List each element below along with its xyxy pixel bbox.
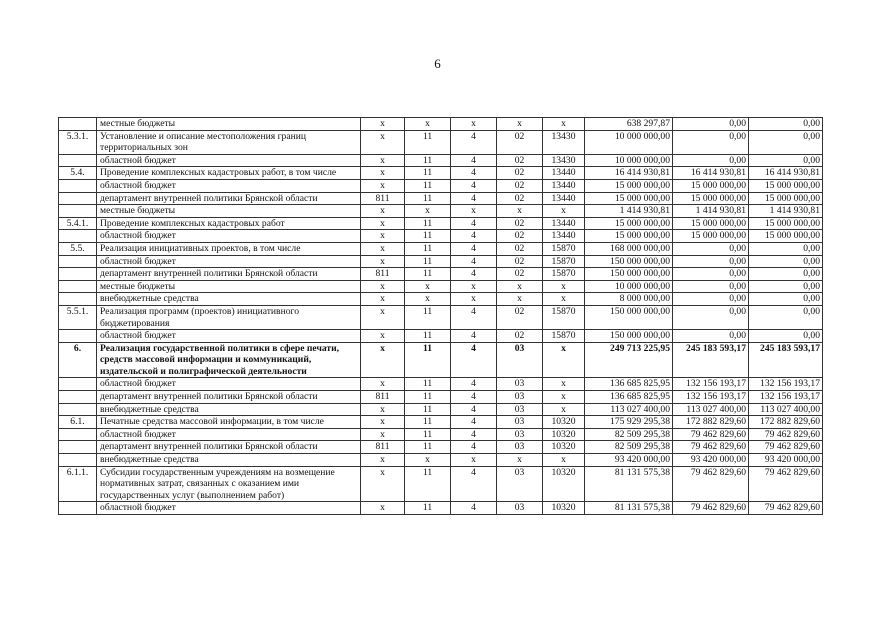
row-number: [59, 391, 97, 404]
program-code: 11: [405, 378, 451, 391]
event-code: х: [497, 118, 543, 131]
event-code: 02: [497, 230, 543, 243]
program-code: 11: [405, 330, 451, 343]
admin-code: х: [361, 416, 405, 429]
row-name: Установление и описание местоположения границ территориальных зон: [97, 130, 361, 154]
row-number: [59, 428, 97, 441]
subprogram-code: 4: [451, 268, 497, 281]
program-code: х: [405, 205, 451, 218]
subprogram-code: 4: [451, 217, 497, 230]
amount-year-2: 0,00: [673, 305, 749, 329]
event-code: 02: [497, 255, 543, 268]
row-number: 5.4.: [59, 167, 97, 180]
subprogram-code: 4: [451, 502, 497, 515]
amount-year-3: 93 420 000,00: [749, 454, 823, 467]
amount-year-3: 132 156 193,17: [749, 378, 823, 391]
row-number: [59, 502, 97, 515]
row-number: 5.5.: [59, 242, 97, 255]
admin-code: х: [361, 167, 405, 180]
row-name: областной бюджет: [97, 255, 361, 268]
row-number: [59, 205, 97, 218]
row-name: областной бюджет: [97, 428, 361, 441]
table-row: [59, 179, 823, 192]
direction-code: 15870: [543, 330, 585, 343]
direction-code: 13440: [543, 179, 585, 192]
amount-year-3: 113 027 400,00: [749, 403, 823, 416]
table-row: [59, 217, 823, 230]
subprogram-code: 4: [451, 441, 497, 454]
program-code: х: [405, 118, 451, 131]
table-row: [59, 130, 823, 154]
admin-code: х: [361, 502, 405, 515]
subprogram-code: 4: [451, 391, 497, 404]
amount-year-3: 0,00: [749, 268, 823, 281]
amount-year-2: 132 156 193,17: [673, 378, 749, 391]
admin-code: х: [361, 280, 405, 293]
table-row: [59, 378, 823, 391]
amount-year-1: 10 000 000,00: [585, 154, 673, 167]
row-name: областной бюджет: [97, 330, 361, 343]
event-code: 02: [497, 167, 543, 180]
program-code: 11: [405, 466, 451, 502]
row-name: внебюджетные средства: [97, 454, 361, 467]
amount-year-2: 0,00: [673, 293, 749, 306]
amount-year-2: 79 462 829,60: [673, 502, 749, 515]
subprogram-code: 4: [451, 154, 497, 167]
program-code: 11: [405, 217, 451, 230]
direction-code: 15870: [543, 255, 585, 268]
direction-code: 10320: [543, 416, 585, 429]
row-number: 5.4.1.: [59, 217, 97, 230]
event-code: 03: [497, 403, 543, 416]
amount-year-3: 0,00: [749, 118, 823, 131]
admin-code: х: [361, 154, 405, 167]
event-code: 02: [497, 268, 543, 281]
program-code: 11: [405, 192, 451, 205]
amount-year-1: 10 000 000,00: [585, 280, 673, 293]
admin-code: 811: [361, 441, 405, 454]
subprogram-code: х: [451, 118, 497, 131]
subprogram-code: х: [451, 293, 497, 306]
direction-code: х: [543, 118, 585, 131]
row-number: 5.3.1.: [59, 130, 97, 154]
admin-code: х: [361, 130, 405, 154]
event-code: 02: [497, 242, 543, 255]
program-code: 11: [405, 130, 451, 154]
direction-code: 13440: [543, 167, 585, 180]
amount-year-2: 79 462 829,60: [673, 441, 749, 454]
admin-code: х: [361, 205, 405, 218]
amount-year-2: 113 027 400,00: [673, 403, 749, 416]
subprogram-code: 4: [451, 378, 497, 391]
program-code: х: [405, 293, 451, 306]
table-row: [59, 466, 823, 502]
event-code: 03: [497, 428, 543, 441]
admin-code: х: [361, 230, 405, 243]
amount-year-1: 175 929 295,38: [585, 416, 673, 429]
row-number: [59, 192, 97, 205]
amount-year-3: 15 000 000,00: [749, 230, 823, 243]
program-code: х: [405, 280, 451, 293]
event-code: 02: [497, 305, 543, 329]
amount-year-1: 136 685 825,95: [585, 378, 673, 391]
direction-code: 15870: [543, 305, 585, 329]
event-code: 02: [497, 130, 543, 154]
amount-year-2: 0,00: [673, 330, 749, 343]
direction-code: х: [543, 280, 585, 293]
row-number: [59, 255, 97, 268]
event-code: 02: [497, 154, 543, 167]
admin-code: х: [361, 342, 405, 378]
amount-year-3: 15 000 000,00: [749, 217, 823, 230]
amount-year-3: 0,00: [749, 293, 823, 306]
event-code: 03: [497, 502, 543, 515]
admin-code: х: [361, 255, 405, 268]
event-code: 02: [497, 330, 543, 343]
event-code: 03: [497, 416, 543, 429]
amount-year-1: 82 509 295,38: [585, 441, 673, 454]
amount-year-1: 1 414 930,81: [585, 205, 673, 218]
row-name: областной бюджет: [97, 502, 361, 515]
direction-code: 13430: [543, 154, 585, 167]
table-row: [59, 330, 823, 343]
row-number: [59, 179, 97, 192]
amount-year-2: 172 882 829,60: [673, 416, 749, 429]
amount-year-2: 1 414 930,81: [673, 205, 749, 218]
amount-year-2: 245 183 593,17: [673, 342, 749, 378]
amount-year-1: 150 000 000,00: [585, 268, 673, 281]
subprogram-code: 4: [451, 130, 497, 154]
amount-year-1: 113 027 400,00: [585, 403, 673, 416]
admin-code: х: [361, 330, 405, 343]
admin-code: х: [361, 118, 405, 131]
amount-year-1: 81 131 575,38: [585, 466, 673, 502]
row-number: [59, 378, 97, 391]
event-code: 02: [497, 192, 543, 205]
event-code: 03: [497, 391, 543, 404]
direction-code: 13440: [543, 192, 585, 205]
subprogram-code: 4: [451, 305, 497, 329]
amount-year-3: 79 462 829,60: [749, 466, 823, 502]
subprogram-code: 4: [451, 403, 497, 416]
program-code: 11: [405, 502, 451, 515]
subprogram-code: 4: [451, 192, 497, 205]
amount-year-2: 0,00: [673, 154, 749, 167]
amount-year-1: 15 000 000,00: [585, 179, 673, 192]
amount-year-3: 79 462 829,60: [749, 502, 823, 515]
subprogram-code: х: [451, 454, 497, 467]
row-name: областной бюджет: [97, 154, 361, 167]
admin-code: 811: [361, 391, 405, 404]
budget-table: [58, 117, 823, 515]
event-code: 02: [497, 217, 543, 230]
row-number: [59, 118, 97, 131]
admin-code: х: [361, 378, 405, 391]
admin-code: х: [361, 454, 405, 467]
subprogram-code: 4: [451, 466, 497, 502]
amount-year-3: 172 882 829,60: [749, 416, 823, 429]
amount-year-2: 15 000 000,00: [673, 217, 749, 230]
row-name: областной бюджет: [97, 179, 361, 192]
event-code: х: [497, 280, 543, 293]
amount-year-1: 168 000 000,00: [585, 242, 673, 255]
amount-year-3: 1 414 930,81: [749, 205, 823, 218]
row-number: [59, 403, 97, 416]
admin-code: х: [361, 428, 405, 441]
event-code: 03: [497, 441, 543, 454]
admin-code: 811: [361, 192, 405, 205]
direction-code: х: [543, 378, 585, 391]
subprogram-code: 4: [451, 230, 497, 243]
amount-year-1: 249 713 225,95: [585, 342, 673, 378]
program-code: 11: [405, 242, 451, 255]
direction-code: х: [543, 342, 585, 378]
amount-year-3: 0,00: [749, 280, 823, 293]
subprogram-code: 4: [451, 330, 497, 343]
amount-year-3: 0,00: [749, 255, 823, 268]
row-name: Проведение комплексных кадастровых работ: [97, 217, 361, 230]
direction-code: х: [543, 454, 585, 467]
amount-year-2: 15 000 000,00: [673, 179, 749, 192]
amount-year-3: 15 000 000,00: [749, 192, 823, 205]
row-name: областной бюджет: [97, 378, 361, 391]
direction-code: 13440: [543, 217, 585, 230]
direction-code: 13440: [543, 230, 585, 243]
amount-year-2: 0,00: [673, 255, 749, 268]
program-code: 11: [405, 154, 451, 167]
amount-year-1: 150 000 000,00: [585, 330, 673, 343]
direction-code: 10320: [543, 441, 585, 454]
event-code: х: [497, 454, 543, 467]
amount-year-1: 82 509 295,38: [585, 428, 673, 441]
admin-code: х: [361, 293, 405, 306]
table-row: [59, 242, 823, 255]
amount-year-1: 136 685 825,95: [585, 391, 673, 404]
subprogram-code: 4: [451, 416, 497, 429]
amount-year-1: 150 000 000,00: [585, 305, 673, 329]
subprogram-code: 4: [451, 428, 497, 441]
amount-year-2: 79 462 829,60: [673, 466, 749, 502]
admin-code: х: [361, 305, 405, 329]
row-number: [59, 293, 97, 306]
event-code: 03: [497, 342, 543, 378]
program-code: 11: [405, 428, 451, 441]
table-row: [59, 192, 823, 205]
direction-code: х: [543, 403, 585, 416]
direction-code: 10320: [543, 466, 585, 502]
amount-year-3: 0,00: [749, 330, 823, 343]
amount-year-3: 16 414 930,81: [749, 167, 823, 180]
admin-code: х: [361, 179, 405, 192]
subprogram-code: х: [451, 280, 497, 293]
table-row: [59, 502, 823, 515]
amount-year-1: 15 000 000,00: [585, 192, 673, 205]
admin-code: х: [361, 466, 405, 502]
row-number: 6.: [59, 342, 97, 378]
amount-year-3: 245 183 593,17: [749, 342, 823, 378]
table-row: [59, 118, 823, 131]
table-row: [59, 154, 823, 167]
amount-year-1: 93 420 000,00: [585, 454, 673, 467]
amount-year-2: 0,00: [673, 118, 749, 131]
row-name: Проведение комплексных кадастровых работ, в том числе: [97, 167, 361, 180]
table-row: [59, 342, 823, 378]
row-name: департамент внутренней политики Брянской области: [97, 391, 361, 404]
direction-code: х: [543, 293, 585, 306]
table-row: [59, 428, 823, 441]
amount-year-2: 0,00: [673, 280, 749, 293]
program-code: 11: [405, 255, 451, 268]
row-name: Реализация государственной политики в сфере печати, средств массовой информации и коммуникаций, издательской и полиграфической деятельности: [97, 342, 361, 378]
subprogram-code: 4: [451, 179, 497, 192]
row-name: местные бюджеты: [97, 280, 361, 293]
amount-year-3: 79 462 829,60: [749, 441, 823, 454]
program-code: 11: [405, 441, 451, 454]
event-code: 02: [497, 179, 543, 192]
direction-code: 10320: [543, 502, 585, 515]
amount-year-3: 15 000 000,00: [749, 179, 823, 192]
row-name: областной бюджет: [97, 230, 361, 243]
table-row: [59, 416, 823, 429]
amount-year-1: 81 131 575,38: [585, 502, 673, 515]
page-number: 6: [434, 56, 441, 71]
amount-year-3: 0,00: [749, 130, 823, 154]
event-code: 03: [497, 466, 543, 502]
row-name: департамент внутренней политики Брянской области: [97, 192, 361, 205]
amount-year-2: 0,00: [673, 130, 749, 154]
amount-year-1: 15 000 000,00: [585, 230, 673, 243]
direction-code: 10320: [543, 428, 585, 441]
row-name: внебюджетные средства: [97, 403, 361, 416]
amount-year-2: 79 462 829,60: [673, 428, 749, 441]
amount-year-1: 8 000 000,00: [585, 293, 673, 306]
program-code: 11: [405, 391, 451, 404]
row-number: [59, 154, 97, 167]
row-name: внебюджетные средства: [97, 293, 361, 306]
amount-year-2: 16 414 930,81: [673, 167, 749, 180]
amount-year-2: 132 156 193,17: [673, 391, 749, 404]
row-name: местные бюджеты: [97, 118, 361, 131]
row-number: 6.1.1.: [59, 466, 97, 502]
row-name: Реализация инициативных проектов, в том числе: [97, 242, 361, 255]
program-code: 11: [405, 342, 451, 378]
program-code: 11: [405, 416, 451, 429]
amount-year-3: 0,00: [749, 305, 823, 329]
row-name: департамент внутренней политики Брянской области: [97, 441, 361, 454]
direction-code: 15870: [543, 242, 585, 255]
row-name: департамент внутренней политики Брянской области: [97, 268, 361, 281]
row-number: [59, 330, 97, 343]
table-row: [59, 167, 823, 180]
row-number: [59, 441, 97, 454]
event-code: х: [497, 293, 543, 306]
event-code: х: [497, 205, 543, 218]
table-row: [59, 305, 823, 329]
table-row: [59, 293, 823, 306]
admin-code: х: [361, 242, 405, 255]
amount-year-1: 150 000 000,00: [585, 255, 673, 268]
row-number: 5.5.1.: [59, 305, 97, 329]
amount-year-2: 15 000 000,00: [673, 192, 749, 205]
direction-code: 15870: [543, 268, 585, 281]
program-code: 11: [405, 305, 451, 329]
amount-year-3: 132 156 193,17: [749, 391, 823, 404]
amount-year-2: 0,00: [673, 268, 749, 281]
amount-year-1: 638 297,87: [585, 118, 673, 131]
program-code: х: [405, 454, 451, 467]
program-code: 11: [405, 268, 451, 281]
table-row: [59, 454, 823, 467]
table-row: [59, 268, 823, 281]
amount-year-3: 0,00: [749, 154, 823, 167]
row-name: Реализация программ (проектов) инициативного бюджетирования: [97, 305, 361, 329]
admin-code: х: [361, 217, 405, 230]
table-row: [59, 441, 823, 454]
direction-code: х: [543, 391, 585, 404]
event-code: 03: [497, 378, 543, 391]
table-row: [59, 205, 823, 218]
table-row: [59, 403, 823, 416]
direction-code: 13430: [543, 130, 585, 154]
row-name: Печатные средства массовой информации, в том числе: [97, 416, 361, 429]
row-number: [59, 454, 97, 467]
program-code: 11: [405, 167, 451, 180]
subprogram-code: 4: [451, 255, 497, 268]
row-name: местные бюджеты: [97, 205, 361, 218]
amount-year-2: 0,00: [673, 242, 749, 255]
program-code: 11: [405, 403, 451, 416]
subprogram-code: 4: [451, 342, 497, 378]
admin-code: х: [361, 403, 405, 416]
direction-code: х: [543, 205, 585, 218]
subprogram-code: х: [451, 205, 497, 218]
table-row: [59, 391, 823, 404]
amount-year-2: 15 000 000,00: [673, 230, 749, 243]
program-code: 11: [405, 230, 451, 243]
amount-year-3: 79 462 829,60: [749, 428, 823, 441]
row-name: Субсидии государственным учреждениям на возмещение нормативных затрат, связанных с оказанием ими государственных услуг (выполнением работ): [97, 466, 361, 502]
subprogram-code: 4: [451, 167, 497, 180]
table-body: [59, 118, 823, 515]
amount-year-3: 0,00: [749, 242, 823, 255]
row-number: 6.1.: [59, 416, 97, 429]
amount-year-1: 16 414 930,81: [585, 167, 673, 180]
table-row: [59, 230, 823, 243]
row-number: [59, 280, 97, 293]
row-number: [59, 268, 97, 281]
program-code: 11: [405, 179, 451, 192]
amount-year-1: 10 000 000,00: [585, 130, 673, 154]
table-row: [59, 255, 823, 268]
admin-code: 811: [361, 268, 405, 281]
amount-year-1: 15 000 000,00: [585, 217, 673, 230]
row-number: [59, 230, 97, 243]
subprogram-code: 4: [451, 242, 497, 255]
amount-year-2: 93 420 000,00: [673, 454, 749, 467]
table-row: [59, 280, 823, 293]
